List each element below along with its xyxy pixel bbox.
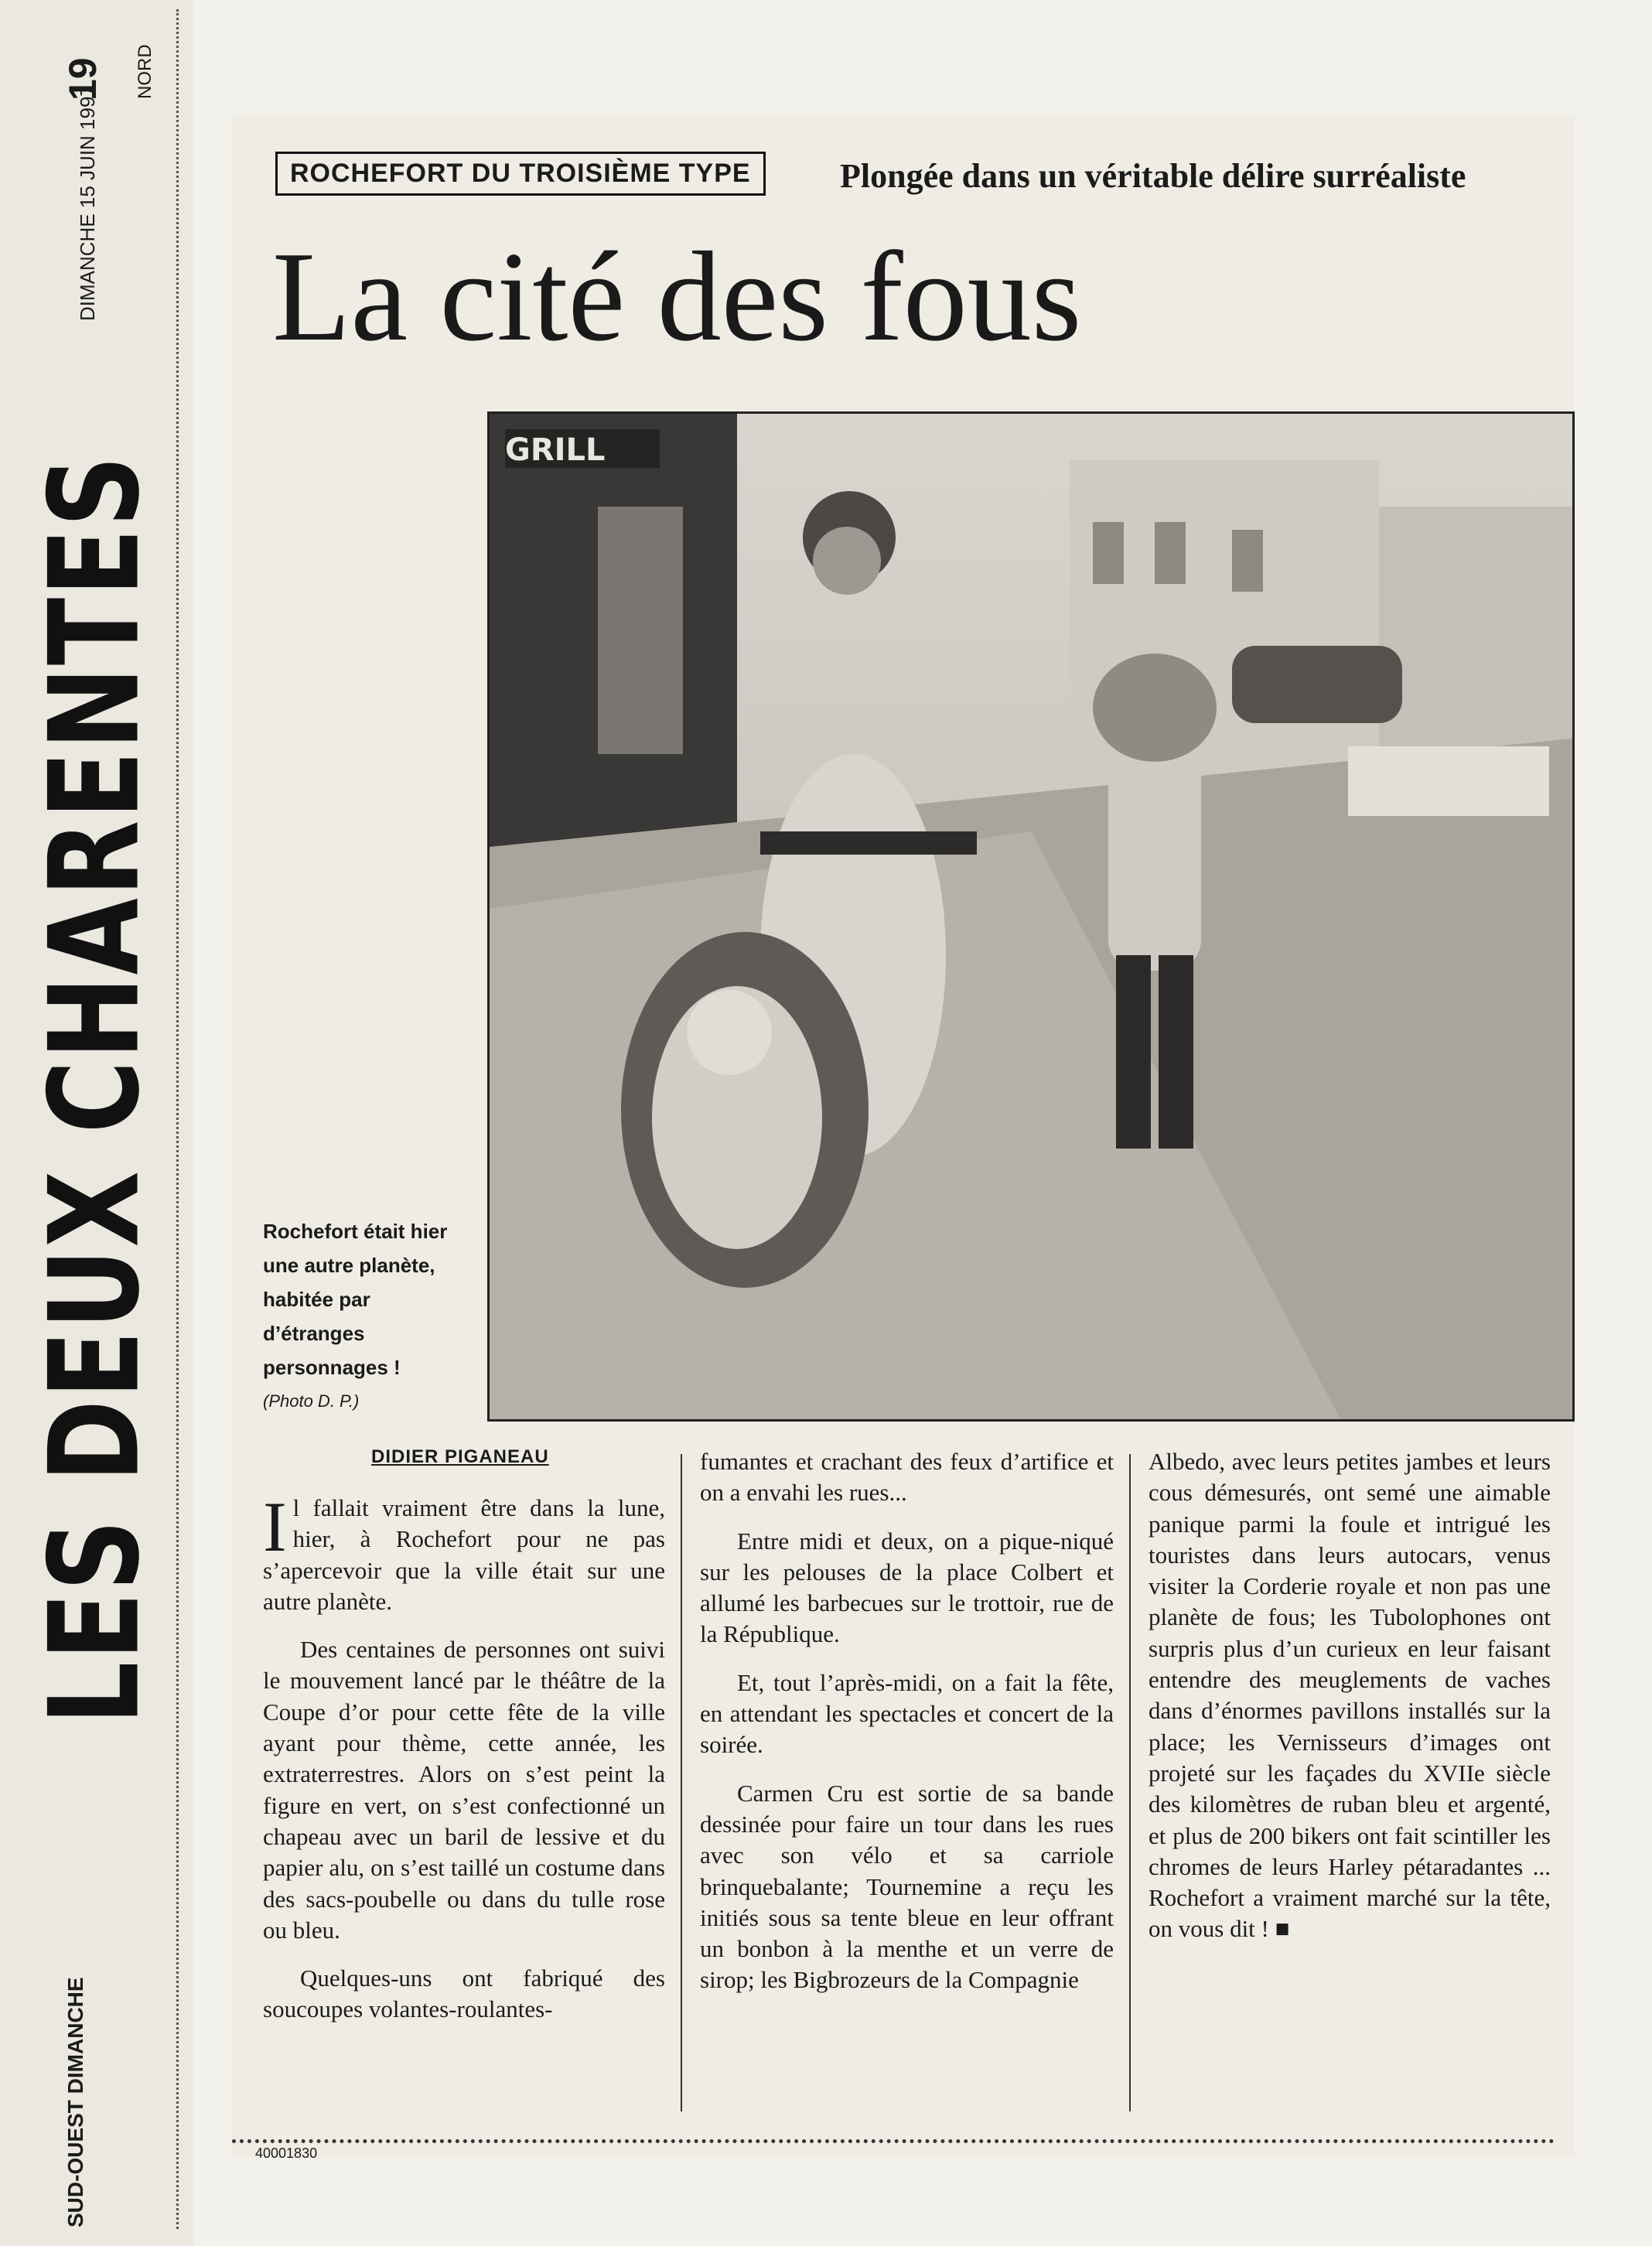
article-kicker: Plongée dans un véritable délire surréaliste — [840, 157, 1466, 195]
margin-dotted-rule — [176, 9, 179, 2229]
photo-caption — [263, 1214, 472, 1418]
article-column-1 — [263, 1487, 665, 2043]
paragraph: fumantes et crachant des feux d’artifice et on a envahi les rues... — [700, 1448, 1114, 1507]
article-headline: La cité des fous — [272, 225, 1082, 367]
section-masthead: LES DEUX CHARENTES — [23, 454, 168, 1725]
byline: DIDIER PIGANEAU — [371, 1446, 549, 1467]
article-column-2 — [700, 1446, 1114, 2013]
page-date: DIMANCHE 15 JUIN 1997 — [76, 85, 99, 321]
bottom-dotted-rule — [232, 2139, 1555, 2143]
footer-code: 40001830 — [255, 2145, 318, 2161]
caption-text: Rochefort était hier une autre planète, habitée par d’étranges personnages ! — [263, 1220, 448, 1379]
paragraph: Quelques-uns ont fabriqué des soucoupes volantes-roulantes- — [263, 1964, 665, 2023]
paragraph: Et, tout l’après-midi, on a fait la fête, en attendant les spectacles et concert de la soirée. — [700, 1668, 1114, 1759]
drop-cap: I — [263, 1487, 287, 1566]
paragraph: Carmen Cru est sortie de sa bande dessinée pour faire un tour dans les rues avec son vélo et sa carriole brinquebalante; Tournemine a reçu les initiés sous sa tente bleue en leur offrant un bonbon à la menthe et un verre de sirop; les Bigbrozeurs de la Compagnie — [700, 1779, 1114, 1994]
photo-credit: (Photo D. P.) — [263, 1391, 360, 1411]
column-rule — [1129, 1454, 1131, 2111]
column-rule — [681, 1454, 682, 2111]
paragraph: Il fallait vraiment être dans la lune, hier, à Rochefort pour ne pas s’apercevoir que la ville était sur une autre planète. — [263, 1487, 665, 1615]
paragraph: Des centaines de personnes ont suivi le mouvement lancé par le théâtre de la Coupe d’or pour cette fête de la ville ayant pour thème, cette année, les extraterrestres. Alors on s’est peint la figure en vert, on s’est confectionné un chapeau avec un baril de lessive et du papier alu, on s’est taillé un costume dans des sacs-poubelle ou dans du tulle rose ou bleu. — [263, 1636, 665, 1944]
publication-name: SUD-OUEST DIMANCHE — [63, 1977, 87, 2227]
page-edition: NORD — [135, 44, 155, 99]
article-column-3 — [1149, 1446, 1551, 1962]
article-photo — [487, 411, 1575, 1422]
section-label: ROCHEFORT DU TROISIÈME TYPE — [275, 152, 766, 196]
paragraph: Albedo, avec leurs petites jambes et leurs cous démesurés, ont semé une aimable panique parmi la foule et intrigué les touristes dans leurs autocars, venus visiter la Corderie royale et non pas une planète de fous; les Tubolophones ont surpris plus d’un curieux en leur faisant entendre des meuglements de vaches dans d’énormes pavillons installés sur la place; les Vernisseurs d’images ont projeté sur les façades du XVIIe siècle des kilomètres de ruban bleu et argenté, et plus de 200 bikers ont fait scintiller les chromes de leurs Harley pétaradantes ... Rochefort a vraiment marché sur la tête, on vous dit ! ■ — [1149, 1448, 1551, 1943]
grill-sign: GRILL — [505, 432, 606, 468]
page-number: 19 — [61, 57, 104, 101]
paragraph: Entre midi et deux, on a pique-niqué sur les pelouses de la place Colbert et allumé les barbecues sur le trottoir, rue de la République. — [700, 1527, 1114, 1648]
